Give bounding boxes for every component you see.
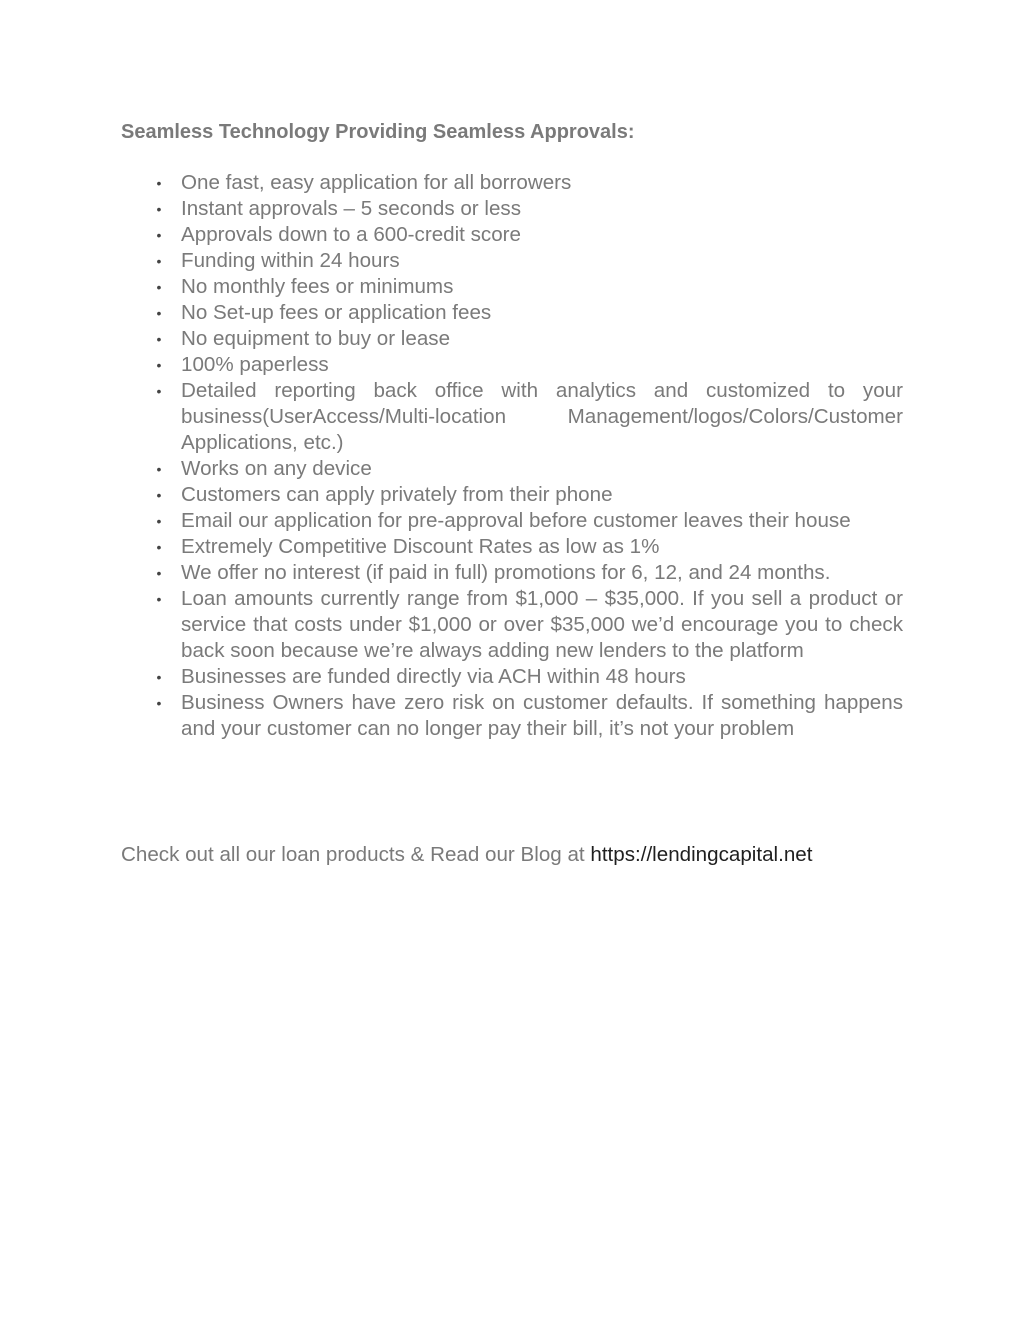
bullet-icon: • <box>156 539 162 555</box>
list-item <box>121 352 903 378</box>
bullet-icon: • <box>156 695 162 711</box>
bullet-icon: • <box>156 383 162 399</box>
list-item <box>121 248 903 274</box>
list-item <box>121 456 903 482</box>
list-item <box>121 586 903 664</box>
bullet-icon: • <box>156 461 162 477</box>
list-item-text: No Set-up fees or application fees <box>181 301 492 324</box>
list-item <box>121 534 903 560</box>
bullet-icon: • <box>156 565 162 581</box>
bullet-icon: • <box>156 513 162 529</box>
bullet-icon: • <box>156 253 162 269</box>
list-item <box>121 222 903 248</box>
list-item-text: Funding within 24 hours <box>181 249 400 272</box>
bullet-icon: • <box>156 669 162 685</box>
bullet-icon: • <box>156 331 162 347</box>
footer-text: Check out all our loan products & Read our Blog at <box>121 843 591 866</box>
footer-paragraph <box>121 842 903 868</box>
list-item-text: We offer no interest (if paid in full) promotions for 6, 12, and 24 months. <box>181 561 831 584</box>
list-item <box>121 690 903 742</box>
list-item-text: Works on any device <box>181 457 372 480</box>
list-item-text: Businesses are funded directly via ACH within 48 hours <box>181 665 686 688</box>
list-item <box>121 274 903 300</box>
list-item-text: Customers can apply privately from their phone <box>181 483 613 506</box>
list-item <box>121 170 903 196</box>
bullet-icon: • <box>156 227 162 243</box>
list-item-text: Email our application for pre-approval before customer leaves their house <box>181 509 851 532</box>
list-item <box>121 326 903 352</box>
list-item <box>121 560 903 586</box>
blog-link[interactable]: https://lendingcapital.net <box>590 843 813 866</box>
list-item-text: No monthly fees or minimums <box>181 275 454 298</box>
bullet-icon: • <box>156 201 162 217</box>
feature-list <box>121 170 903 742</box>
list-item <box>121 482 903 508</box>
list-item-text: Business Owners have zero risk on customer defaults. If something happens and your customer can no longer pay their bill, it’s not your problem <box>181 691 903 740</box>
list-item <box>121 508 903 534</box>
bullet-icon: • <box>156 591 162 607</box>
list-item-text: Instant approvals – 5 seconds or less <box>181 197 521 220</box>
bullet-icon: • <box>156 357 162 373</box>
list-item <box>121 300 903 326</box>
list-item-text: No equipment to buy or lease <box>181 327 451 350</box>
bullet-icon: • <box>156 279 162 295</box>
list-item-text: Extremely Competitive Discount Rates as low as 1% <box>181 535 660 558</box>
list-item <box>121 378 903 456</box>
page-title: Seamless Technology Providing Seamless Approvals: <box>121 121 635 143</box>
list-item-text: Loan amounts currently range from $1,000 – $35,000. If you sell a product or service that costs under $1,000 or over $35,000 we’d encourage you to check back soon because we’re always adding new lenders to the platform <box>181 587 903 662</box>
bullet-icon: • <box>156 305 162 321</box>
list-item <box>121 664 903 690</box>
list-item-text: 100% paperless <box>181 353 329 376</box>
list-item-text: Detailed reporting back office with analytics and customized to your business(UserAccess/Multi-location Management/logos/Colors/Customer Applications, etc.) <box>181 379 903 454</box>
list-item-text: One fast, easy application for all borrowers <box>181 171 572 194</box>
bullet-icon: • <box>156 487 162 503</box>
bullet-icon: • <box>156 175 162 191</box>
list-item-text: Approvals down to a 600-credit score <box>181 223 521 246</box>
list-item <box>121 196 903 222</box>
